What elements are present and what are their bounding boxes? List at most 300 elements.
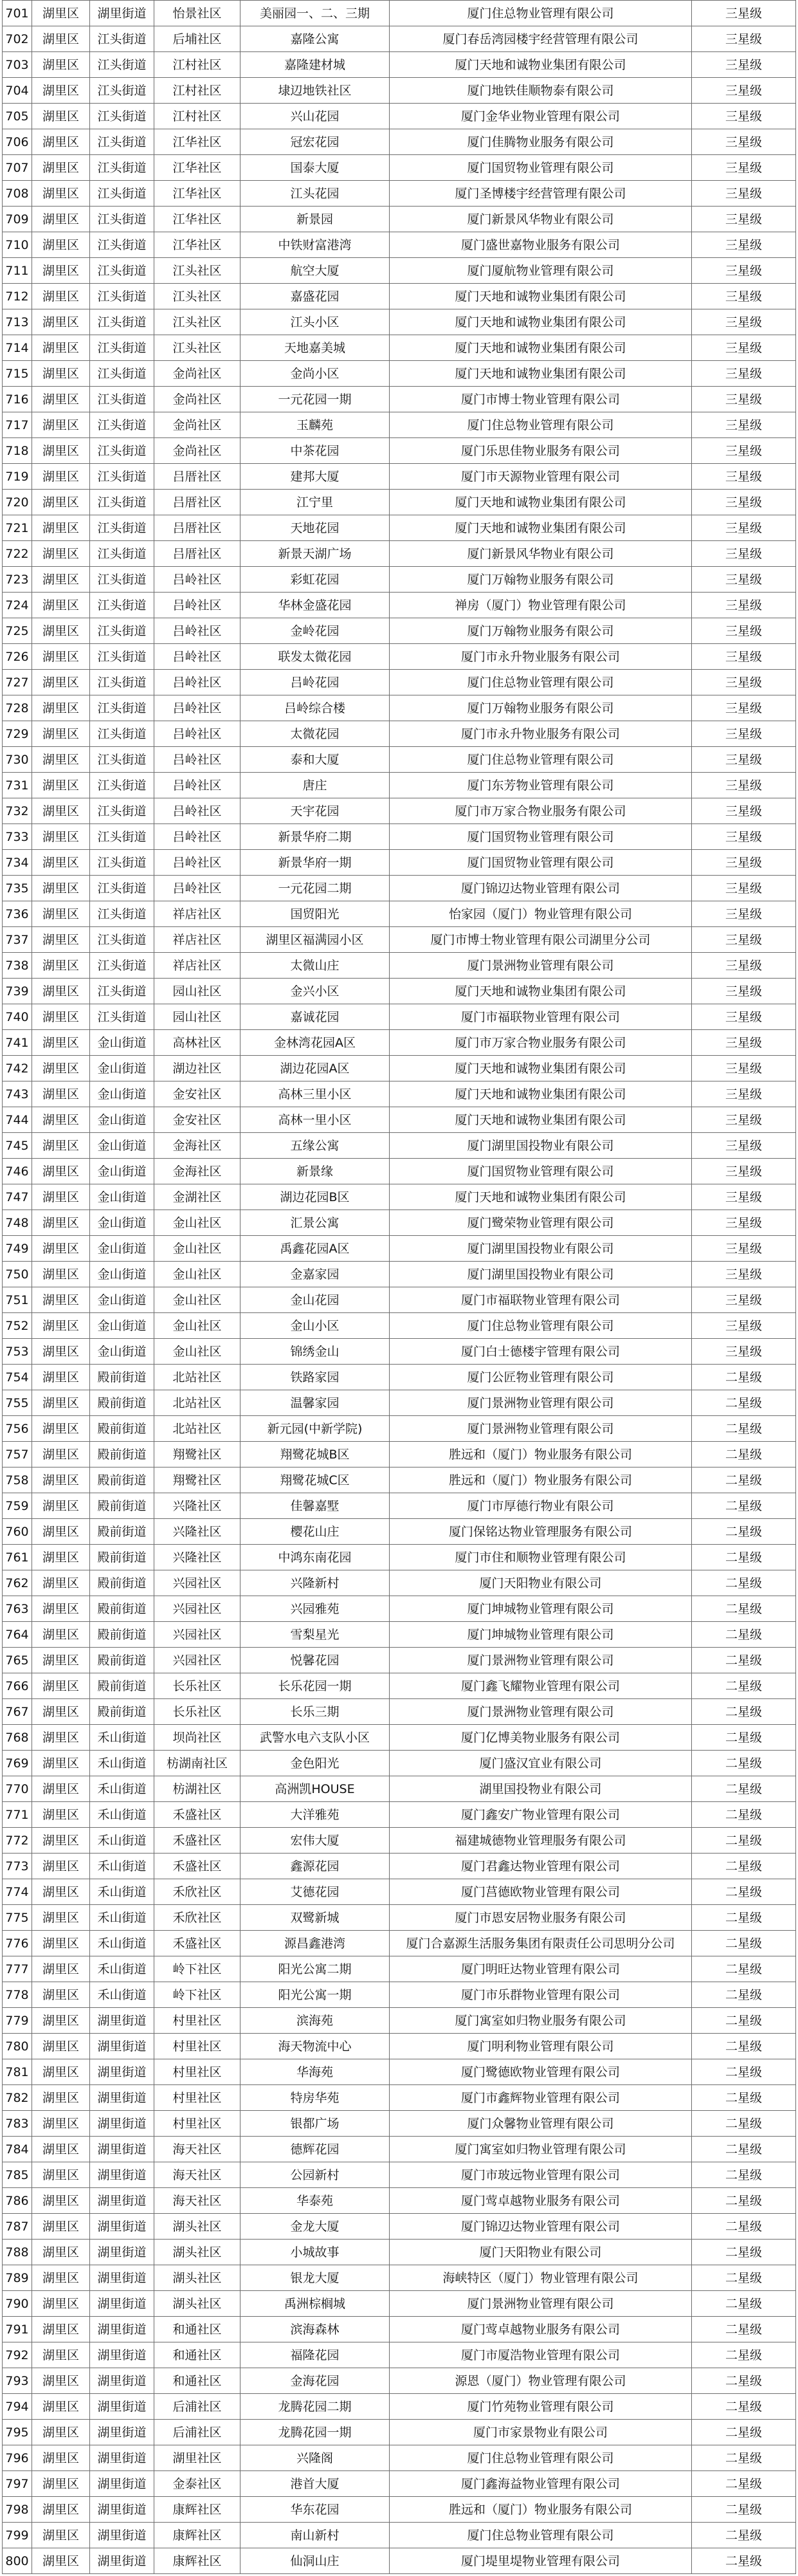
street-cell: 湖里街道 (90, 2291, 154, 2317)
street-cell: 江头街道 (90, 850, 154, 876)
community-cell: 金山社区 (154, 1313, 240, 1339)
project-name-cell: 吕岭综合楼 (240, 695, 390, 721)
table-row (3, 2342, 796, 2368)
row-number-cell: 723 (3, 567, 32, 593)
project-name-cell: 埭辺地铁社区 (240, 78, 390, 104)
district-cell: 湖里区 (32, 207, 90, 232)
star-rating-cell: 二星级 (692, 1776, 796, 1802)
row-number-cell: 738 (3, 953, 32, 979)
project-name-cell: 嘉诚花园 (240, 1004, 390, 1030)
project-name-cell: 金岭花园 (240, 618, 390, 644)
row-number-cell: 761 (3, 1545, 32, 1570)
company-name-cell: 厦门新景风华物业有限公司 (390, 541, 692, 567)
district-cell: 湖里区 (32, 695, 90, 721)
project-name-cell: 中茶花园 (240, 438, 390, 464)
star-rating-cell: 二星级 (692, 2445, 796, 2471)
district-cell: 湖里区 (32, 1725, 90, 1751)
street-cell: 江头街道 (90, 52, 154, 78)
district-cell: 湖里区 (32, 1236, 90, 1262)
street-cell: 江头街道 (90, 824, 154, 850)
row-number-cell: 749 (3, 1236, 32, 1262)
project-name-cell: 兴山花园 (240, 104, 390, 129)
table-row (3, 1699, 796, 1725)
district-cell: 湖里区 (32, 541, 90, 567)
table-row (3, 747, 796, 773)
district-cell: 湖里区 (32, 1776, 90, 1802)
table-row (3, 927, 796, 953)
star-rating-cell: 三星级 (692, 773, 796, 798)
star-rating-cell: 二星级 (692, 2342, 796, 2368)
star-rating-cell: 三星级 (692, 1081, 796, 1107)
district-cell: 湖里区 (32, 335, 90, 361)
street-cell: 江头街道 (90, 387, 154, 412)
district-cell: 湖里区 (32, 361, 90, 387)
project-name-cell: 金山花园 (240, 1287, 390, 1313)
street-cell: 殿前街道 (90, 1596, 154, 1622)
company-name-cell: 厦门莺卓越物业服务有限公司 (390, 2188, 692, 2214)
project-name-cell: 新景缘 (240, 1159, 390, 1184)
street-cell: 湖里街道 (90, 2394, 154, 2420)
table-row (3, 412, 796, 438)
row-number-cell: 732 (3, 798, 32, 824)
company-name-cell: 厦门景洲物业管理有限公司 (390, 1390, 692, 1416)
table-row (3, 2162, 796, 2188)
project-name-cell: 南山新村 (240, 2523, 390, 2548)
district-cell: 湖里区 (32, 2445, 90, 2471)
company-name-cell: 厦门众馨物业管理有限公司 (390, 2111, 692, 2137)
project-name-cell: 华东花园 (240, 2497, 390, 2523)
street-cell: 江头街道 (90, 1004, 154, 1030)
row-number-cell: 739 (3, 979, 32, 1004)
district-cell: 湖里区 (32, 1622, 90, 1648)
project-name-cell: 五缘公寓 (240, 1133, 390, 1159)
company-name-cell: 胜远和（厦门）物业服务有限公司 (390, 1442, 692, 1467)
street-cell: 湖里街道 (90, 2059, 154, 2085)
star-rating-cell: 三星级 (692, 387, 796, 412)
table-row (3, 1467, 796, 1493)
row-number-cell: 751 (3, 1287, 32, 1313)
table-row (3, 2034, 796, 2059)
row-number-cell: 717 (3, 412, 32, 438)
district-cell: 湖里区 (32, 979, 90, 1004)
district-cell: 湖里区 (32, 2008, 90, 2034)
community-cell: 吕岭社区 (154, 773, 240, 798)
project-name-cell: 高林三里小区 (240, 1081, 390, 1107)
table-row (3, 2420, 796, 2445)
district-cell: 湖里区 (32, 1004, 90, 1030)
community-cell: 康辉社区 (154, 2548, 240, 2574)
row-number-cell: 740 (3, 1004, 32, 1030)
district-cell: 湖里区 (32, 593, 90, 618)
row-number-cell: 726 (3, 644, 32, 670)
row-number-cell: 775 (3, 1905, 32, 1931)
district-cell: 湖里区 (32, 747, 90, 773)
district-cell: 湖里区 (32, 2548, 90, 2574)
row-number-cell: 736 (3, 901, 32, 927)
district-cell: 湖里区 (32, 2240, 90, 2265)
street-cell: 江头街道 (90, 593, 154, 618)
row-number-cell: 747 (3, 1184, 32, 1210)
table-row (3, 232, 796, 258)
project-name-cell: 龙腾花园二期 (240, 2394, 390, 2420)
star-rating-cell: 二星级 (692, 2188, 796, 2214)
company-name-cell: 厦门春岳湾园楼宇经营管理有限公司 (390, 26, 692, 52)
district-cell: 湖里区 (32, 1931, 90, 1956)
street-cell: 禾山街道 (90, 1751, 154, 1776)
community-cell: 江华社区 (154, 155, 240, 181)
street-cell: 金山街道 (90, 1210, 154, 1236)
company-name-cell: 厦门鹭荣物业管理有限公司 (390, 1210, 692, 1236)
company-name-cell: 源恩（厦门）物业管理有限公司 (390, 2368, 692, 2394)
district-cell: 湖里区 (32, 1287, 90, 1313)
project-name-cell: 金嘉家园 (240, 1262, 390, 1287)
street-cell: 禾山街道 (90, 1905, 154, 1931)
row-number-cell: 774 (3, 1879, 32, 1905)
row-number-cell: 750 (3, 1262, 32, 1287)
row-number-cell: 704 (3, 78, 32, 104)
project-name-cell: 公园新村 (240, 2162, 390, 2188)
community-cell: 村里社区 (154, 2008, 240, 2034)
star-rating-cell: 二星级 (692, 1725, 796, 1751)
district-cell: 湖里区 (32, 721, 90, 747)
district-cell: 湖里区 (32, 1802, 90, 1828)
row-number-cell: 760 (3, 1519, 32, 1545)
star-rating-cell: 三星级 (692, 438, 796, 464)
district-cell: 湖里区 (32, 181, 90, 207)
row-number-cell: 765 (3, 1648, 32, 1673)
company-name-cell: 厦门亿博美物业服务有限公司 (390, 1725, 692, 1751)
district-cell: 湖里区 (32, 1107, 90, 1133)
project-name-cell: 鑫源花园 (240, 1854, 390, 1879)
table-row (3, 1107, 796, 1133)
project-name-cell: 湖边花园B区 (240, 1184, 390, 1210)
community-cell: 后埔社区 (154, 26, 240, 52)
table-row (3, 1854, 796, 1879)
project-name-cell: 江宁里 (240, 490, 390, 515)
project-name-cell: 翔鹭花城C区 (240, 1467, 390, 1493)
table-row (3, 773, 796, 798)
table-row (3, 901, 796, 927)
project-name-cell: 樱花山庄 (240, 1519, 390, 1545)
row-number-cell: 728 (3, 695, 32, 721)
table-row (3, 1210, 796, 1236)
district-cell: 湖里区 (32, 2034, 90, 2059)
community-cell: 兴园社区 (154, 1596, 240, 1622)
project-name-cell: 天地嘉美城 (240, 335, 390, 361)
street-cell: 殿前街道 (90, 1442, 154, 1467)
project-name-cell: 新元园(中新学院) (240, 1416, 390, 1442)
street-cell: 禾山街道 (90, 1879, 154, 1905)
street-cell: 江头街道 (90, 26, 154, 52)
community-cell: 湖里社区 (154, 2445, 240, 2471)
community-cell: 金泰社区 (154, 2471, 240, 2497)
company-name-cell: 厦门天地和诚物业集团有限公司 (390, 1056, 692, 1081)
company-name-cell: 厦门国贸物业管理有限公司 (390, 850, 692, 876)
company-name-cell: 厦门天地和诚物业集团有限公司 (390, 1107, 692, 1133)
district-cell: 湖里区 (32, 2265, 90, 2291)
street-cell: 江头街道 (90, 104, 154, 129)
row-number-cell: 770 (3, 1776, 32, 1802)
star-rating-cell: 三星级 (692, 824, 796, 850)
street-cell: 江头街道 (90, 644, 154, 670)
star-rating-cell: 二星级 (692, 1802, 796, 1828)
community-cell: 吕岭社区 (154, 824, 240, 850)
street-cell: 金山街道 (90, 1262, 154, 1287)
star-rating-cell: 三星级 (692, 747, 796, 773)
table-row (3, 309, 796, 335)
star-rating-cell: 二星级 (692, 1570, 796, 1596)
star-rating-cell: 三星级 (692, 927, 796, 953)
company-name-cell: 厦门市厚德行物业有限公司 (390, 1493, 692, 1519)
star-rating-cell: 三星级 (692, 1107, 796, 1133)
table-row (3, 1570, 796, 1596)
company-name-cell: 怡家园（厦门）物业管理有限公司 (390, 901, 692, 927)
company-name-cell: 厦门市万家合物业服务有限公司 (390, 1030, 692, 1056)
street-cell: 江头街道 (90, 927, 154, 953)
star-rating-cell: 三星级 (692, 618, 796, 644)
project-name-cell: 太微花园 (240, 721, 390, 747)
company-name-cell: 厦门合嘉源生活服务集团有限责任公司思明分公司 (390, 1931, 692, 1956)
project-name-cell: 双鹭新城 (240, 1905, 390, 1931)
community-cell: 江村社区 (154, 104, 240, 129)
community-cell: 村里社区 (154, 2111, 240, 2137)
community-cell: 吕岭社区 (154, 876, 240, 901)
table-row (3, 1519, 796, 1545)
company-name-cell: 厦门竹苑物业管理有限公司 (390, 2394, 692, 2420)
street-cell: 湖里街道 (90, 2008, 154, 2034)
project-name-cell: 汇景公寓 (240, 1210, 390, 1236)
company-name-cell: 厦门锦辺达物业管理有限公司 (390, 876, 692, 901)
district-cell: 湖里区 (32, 1184, 90, 1210)
table-row (3, 2188, 796, 2214)
district-cell: 湖里区 (32, 2162, 90, 2188)
community-cell: 怡景社区 (154, 1, 240, 26)
community-cell: 翔鹭社区 (154, 1467, 240, 1493)
company-name-cell: 厦门东芳物业管理有限公司 (390, 773, 692, 798)
community-cell: 康辉社区 (154, 2523, 240, 2548)
table-row (3, 953, 796, 979)
street-cell: 金山街道 (90, 1184, 154, 1210)
row-number-cell: 787 (3, 2214, 32, 2240)
project-name-cell: 航空大厦 (240, 258, 390, 284)
street-cell: 湖里街道 (90, 2317, 154, 2342)
community-cell: 海天社区 (154, 2188, 240, 2214)
community-cell: 江华社区 (154, 232, 240, 258)
community-cell: 金山社区 (154, 1210, 240, 1236)
table-row (3, 2137, 796, 2162)
community-cell: 高林社区 (154, 1030, 240, 1056)
street-cell: 禾山街道 (90, 1956, 154, 1982)
company-name-cell: 厦门住总物业管理有限公司 (390, 412, 692, 438)
district-cell: 湖里区 (32, 1493, 90, 1519)
company-name-cell: 海峡特区（厦门）物业管理有限公司 (390, 2265, 692, 2291)
street-cell: 江头街道 (90, 567, 154, 593)
community-cell: 吕岭社区 (154, 721, 240, 747)
row-number-cell: 705 (3, 104, 32, 129)
community-cell: 后浦社区 (154, 2420, 240, 2445)
community-cell: 禾欣社区 (154, 1879, 240, 1905)
property-rating-table (2, 0, 796, 2574)
table-row (3, 207, 796, 232)
district-cell: 湖里区 (32, 1751, 90, 1776)
star-rating-cell: 三星级 (692, 52, 796, 78)
street-cell: 江头街道 (90, 490, 154, 515)
project-name-cell: 兴隆阁 (240, 2445, 390, 2471)
street-cell: 江头街道 (90, 258, 154, 284)
district-cell: 湖里区 (32, 1365, 90, 1390)
project-name-cell: 江头小区 (240, 309, 390, 335)
table-row (3, 78, 796, 104)
row-number-cell: 711 (3, 258, 32, 284)
star-rating-cell: 三星级 (692, 309, 796, 335)
table-row (3, 1339, 796, 1365)
star-rating-cell: 二星级 (692, 2394, 796, 2420)
star-rating-cell: 二星级 (692, 2008, 796, 2034)
district-cell: 湖里区 (32, 129, 90, 155)
community-cell: 吕岭社区 (154, 670, 240, 695)
street-cell: 殿前街道 (90, 1365, 154, 1390)
table-row (3, 1313, 796, 1339)
company-name-cell: 福建城德物业管理服务有限公司 (390, 1828, 692, 1854)
company-name-cell: 厦门锦辺达物业管理有限公司 (390, 2214, 692, 2240)
community-cell: 金山社区 (154, 1236, 240, 1262)
row-number-cell: 710 (3, 232, 32, 258)
company-name-cell: 厦门景洲物业管理有限公司 (390, 1416, 692, 1442)
district-cell: 湖里区 (32, 284, 90, 309)
table-row (3, 361, 796, 387)
district-cell: 湖里区 (32, 1159, 90, 1184)
project-name-cell: 新景园 (240, 207, 390, 232)
row-number-cell: 752 (3, 1313, 32, 1339)
district-cell: 湖里区 (32, 387, 90, 412)
project-name-cell: 华海苑 (240, 2059, 390, 2085)
row-number-cell: 727 (3, 670, 32, 695)
company-name-cell: 厦门天地和诚物业集团有限公司 (390, 1081, 692, 1107)
street-cell: 金山街道 (90, 1236, 154, 1262)
star-rating-cell: 三星级 (692, 695, 796, 721)
table-row (3, 1184, 796, 1210)
street-cell: 江头街道 (90, 979, 154, 1004)
row-number-cell: 746 (3, 1159, 32, 1184)
district-cell: 湖里区 (32, 824, 90, 850)
project-name-cell: 福隆花园 (240, 2342, 390, 2368)
district-cell: 湖里区 (32, 618, 90, 644)
company-name-cell: 厦门市乐群物业管理有限公司 (390, 1982, 692, 2008)
row-number-cell: 745 (3, 1133, 32, 1159)
company-name-cell: 厦门万翰物业服务有限公司 (390, 618, 692, 644)
community-cell: 金山社区 (154, 1262, 240, 1287)
district-cell: 湖里区 (32, 232, 90, 258)
company-name-cell: 厦门坤城物业管理有限公司 (390, 1622, 692, 1648)
row-number-cell: 779 (3, 2008, 32, 2034)
star-rating-cell: 三星级 (692, 464, 796, 490)
table-row (3, 721, 796, 747)
company-name-cell: 厦门寓室如归物业服务有限公司 (390, 2008, 692, 2034)
district-cell: 湖里区 (32, 644, 90, 670)
row-number-cell: 757 (3, 1442, 32, 1467)
company-name-cell: 厦门景洲物业管理有限公司 (390, 953, 692, 979)
star-rating-cell: 二星级 (692, 2162, 796, 2188)
district-cell: 湖里区 (32, 412, 90, 438)
project-name-cell: 太微山庄 (240, 953, 390, 979)
row-number-cell: 790 (3, 2291, 32, 2317)
table-row (3, 824, 796, 850)
project-name-cell: 银都广场 (240, 2111, 390, 2137)
company-name-cell: 厦门市博士物业管理有限公司 (390, 387, 692, 412)
community-cell: 祥店社区 (154, 927, 240, 953)
table-row (3, 1365, 796, 1390)
company-name-cell: 厦门景洲物业管理有限公司 (390, 2291, 692, 2317)
district-cell: 湖里区 (32, 1828, 90, 1854)
company-name-cell: 厦门地铁佳顺物泰有限公司 (390, 78, 692, 104)
community-cell: 湖头社区 (154, 2265, 240, 2291)
community-cell: 兴园社区 (154, 1622, 240, 1648)
district-cell: 湖里区 (32, 2497, 90, 2523)
row-number-cell: 708 (3, 181, 32, 207)
project-name-cell: 铁路家园 (240, 1365, 390, 1390)
community-cell: 金尚社区 (154, 412, 240, 438)
company-name-cell: 厦门盛世嘉物业服务有限公司 (390, 232, 692, 258)
star-rating-cell: 二星级 (692, 2523, 796, 2548)
project-name-cell: 湖里区福满园小区 (240, 927, 390, 953)
star-rating-cell: 三星级 (692, 207, 796, 232)
table-row (3, 1879, 796, 1905)
district-cell: 湖里区 (32, 309, 90, 335)
company-name-cell: 厦门市恩安居物业服务有限公司 (390, 1905, 692, 1931)
company-name-cell: 厦门君鑫达物业管理有限公司 (390, 1854, 692, 1879)
street-cell: 湖里街道 (90, 2162, 154, 2188)
row-number-cell: 794 (3, 2394, 32, 2420)
street-cell: 湖里街道 (90, 2214, 154, 2240)
star-rating-cell: 三星级 (692, 593, 796, 618)
table-row (3, 798, 796, 824)
table-row (3, 593, 796, 618)
street-cell: 江头街道 (90, 284, 154, 309)
company-name-cell: 胜远和（厦门）物业服务有限公司 (390, 1467, 692, 1493)
star-rating-cell: 二星级 (692, 2291, 796, 2317)
district-cell: 湖里区 (32, 1905, 90, 1931)
company-name-cell: 厦门市厦浩物业管理有限公司 (390, 2342, 692, 2368)
company-name-cell: 厦门住总物业管理有限公司 (390, 1313, 692, 1339)
company-name-cell: 厦门市万家合物业服务有限公司 (390, 798, 692, 824)
district-cell: 湖里区 (32, 2137, 90, 2162)
company-name-cell: 厦门天地和诚物业集团有限公司 (390, 284, 692, 309)
row-number-cell: 798 (3, 2497, 32, 2523)
project-name-cell: 禹鑫花园A区 (240, 1236, 390, 1262)
project-name-cell: 佳馨嘉墅 (240, 1493, 390, 1519)
street-cell: 江头街道 (90, 773, 154, 798)
district-cell: 湖里区 (32, 798, 90, 824)
district-cell: 湖里区 (32, 876, 90, 901)
community-cell: 金安社区 (154, 1107, 240, 1133)
district-cell: 湖里区 (32, 464, 90, 490)
star-rating-cell: 三星级 (692, 104, 796, 129)
row-number-cell: 743 (3, 1081, 32, 1107)
table-row (3, 670, 796, 695)
district-cell: 湖里区 (32, 1699, 90, 1725)
community-cell: 和通社区 (154, 2368, 240, 2394)
community-cell: 吕岭社区 (154, 593, 240, 618)
row-number-cell: 755 (3, 1390, 32, 1416)
company-name-cell: 厦门鑫安广物业管理有限公司 (390, 1802, 692, 1828)
company-name-cell: 厦门坤城物业管理有限公司 (390, 1596, 692, 1622)
community-cell: 吕岭社区 (154, 567, 240, 593)
star-rating-cell: 二星级 (692, 1931, 796, 1956)
district-cell: 湖里区 (32, 1442, 90, 1467)
community-cell: 江头社区 (154, 258, 240, 284)
star-rating-cell: 二星级 (692, 2214, 796, 2240)
row-number-cell: 707 (3, 155, 32, 181)
